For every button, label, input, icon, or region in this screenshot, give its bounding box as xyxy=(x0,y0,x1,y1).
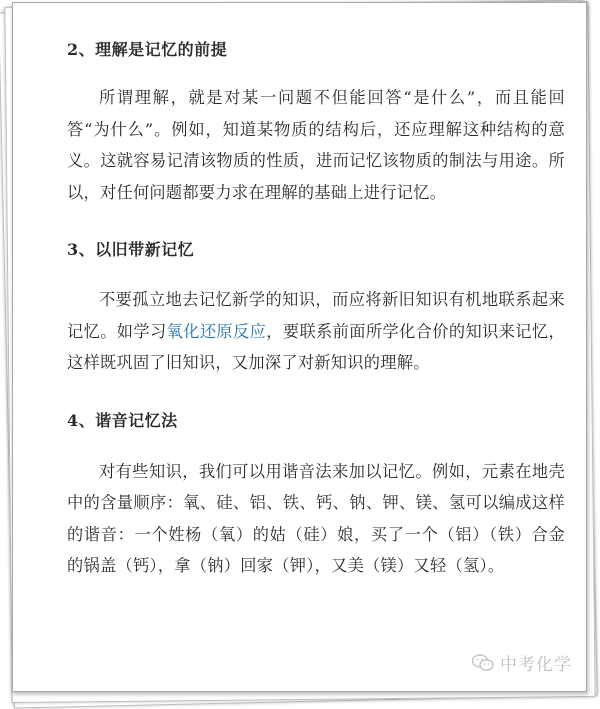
section-paragraph: 对有些知识，我们可以用谐音法来加以记忆。例如，元素在地壳中的含量顺序：氧、硅、铝、铁、钙、钠、钾、镁、氢可以编成这样的谐音：一个姓杨（氧）的姑（硅）娘，买了一个（铝）（铁）合金的锅盖（钙），拿（钠）回家（钾），又美（镁）又轻（氢）。 xyxy=(67,461,565,575)
document-content xyxy=(67,37,565,582)
watermark-text: 中考化学 xyxy=(500,655,572,675)
section-heading: 4、谐音记忆法 xyxy=(67,410,178,430)
paragraph-text: ，要联系前面所学化合价的知识来记忆，这样既巩固了旧知识，又加深了对新知识的理解。 xyxy=(67,321,565,372)
paper-sheet-front xyxy=(12,2,587,692)
paragraph-text: 不要孤立地去记忆新学的知识，而应将新旧知识有机地联系起来记忆。如学习 xyxy=(67,290,565,341)
redox-reaction-link[interactable]: 氧化还原反应 xyxy=(166,321,267,341)
watermark xyxy=(472,650,572,675)
wechat-icon xyxy=(472,654,494,672)
section-paragraph xyxy=(67,284,565,379)
section-heading: 3、以旧带新记忆 xyxy=(67,240,195,259)
section-heading: 2、理解是记忆的前提 xyxy=(67,40,228,59)
section-paragraph: 所谓理解，就是对某一问题不但能回答“是什么”，而且能回答“为什么”。例如，知道某物质的结构后，还应理解这种结构的意义。这就容易记清该物质的性质，进而记忆该物质的制法与用途。所以，对任何问题都要力求在理解的基础上进行记忆。 xyxy=(67,88,565,202)
